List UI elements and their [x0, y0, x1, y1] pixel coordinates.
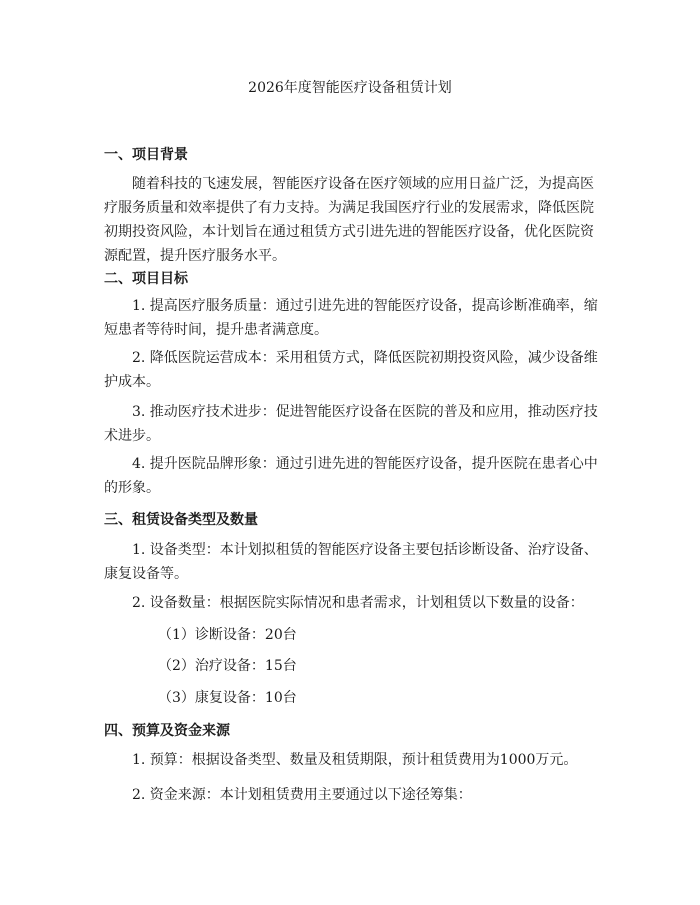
equipment-item-2: 2. 设备数量：根据医院实际情况和患者需求，计划租赁以下数量的设备： [132, 595, 584, 611]
budget-item-2: 2. 资金来源：本计划租赁费用主要通过以下途径筹集： [132, 787, 472, 803]
section-heading-goals: 二、项目目标 [104, 271, 188, 287]
goal-item-3: 3. 推动医疗技术进步：促进智能医疗设备在医院的普及和应用，推动医疗技术进步。 [104, 404, 598, 444]
goal-item-2: 2. 降低医院运营成本：采用租赁方式，降低医院初期投资风险，减少设备维护成本。 [104, 350, 598, 390]
equipment-subitem-treatment: （2）治疗设备：15台 [158, 658, 297, 674]
document-title: 2026年度智能医疗设备租赁计划 [248, 80, 452, 96]
equipment-subitem-rehab: （3）康复设备：10台 [158, 690, 297, 706]
equipment-subitem-diagnostic: （1）诊断设备：20台 [158, 627, 297, 643]
section-heading-equipment: 三、租赁设备类型及数量 [104, 512, 258, 528]
background-paragraph: 随着科技的飞速发展，智能医疗设备在医疗领域的应用日益广泛，为提高医疗服务质量和效率提供了有力支持。为满足我国医疗行业的发展需求，降低医院初期投资风险，本计划旨在通过租赁方式引进先进的智能医疗设备，优化医院资源配置，提升医疗服务水平。 [104, 176, 594, 264]
section-heading-budget: 四、预算及资金来源 [104, 723, 230, 739]
goal-item-4: 4. 提升医院品牌形象：通过引进先进的智能医疗设备，提升医院在患者心中的形象。 [104, 456, 598, 496]
goal-item-1: 1. 提高医疗服务质量：通过引进先进的智能医疗设备，提高诊断准确率，缩短患者等待时间，提升患者满意度。 [104, 298, 598, 338]
section-heading-background: 一、项目背景 [104, 147, 188, 163]
equipment-item-1: 1. 设备类型：本计划拟租赁的智能医疗设备主要包括诊断设备、治疗设备、康复设备等。 [104, 542, 598, 582]
budget-item-1: 1. 预算：根据设备类型、数量及租赁期限，预计租赁费用为1000万元。 [132, 752, 578, 768]
